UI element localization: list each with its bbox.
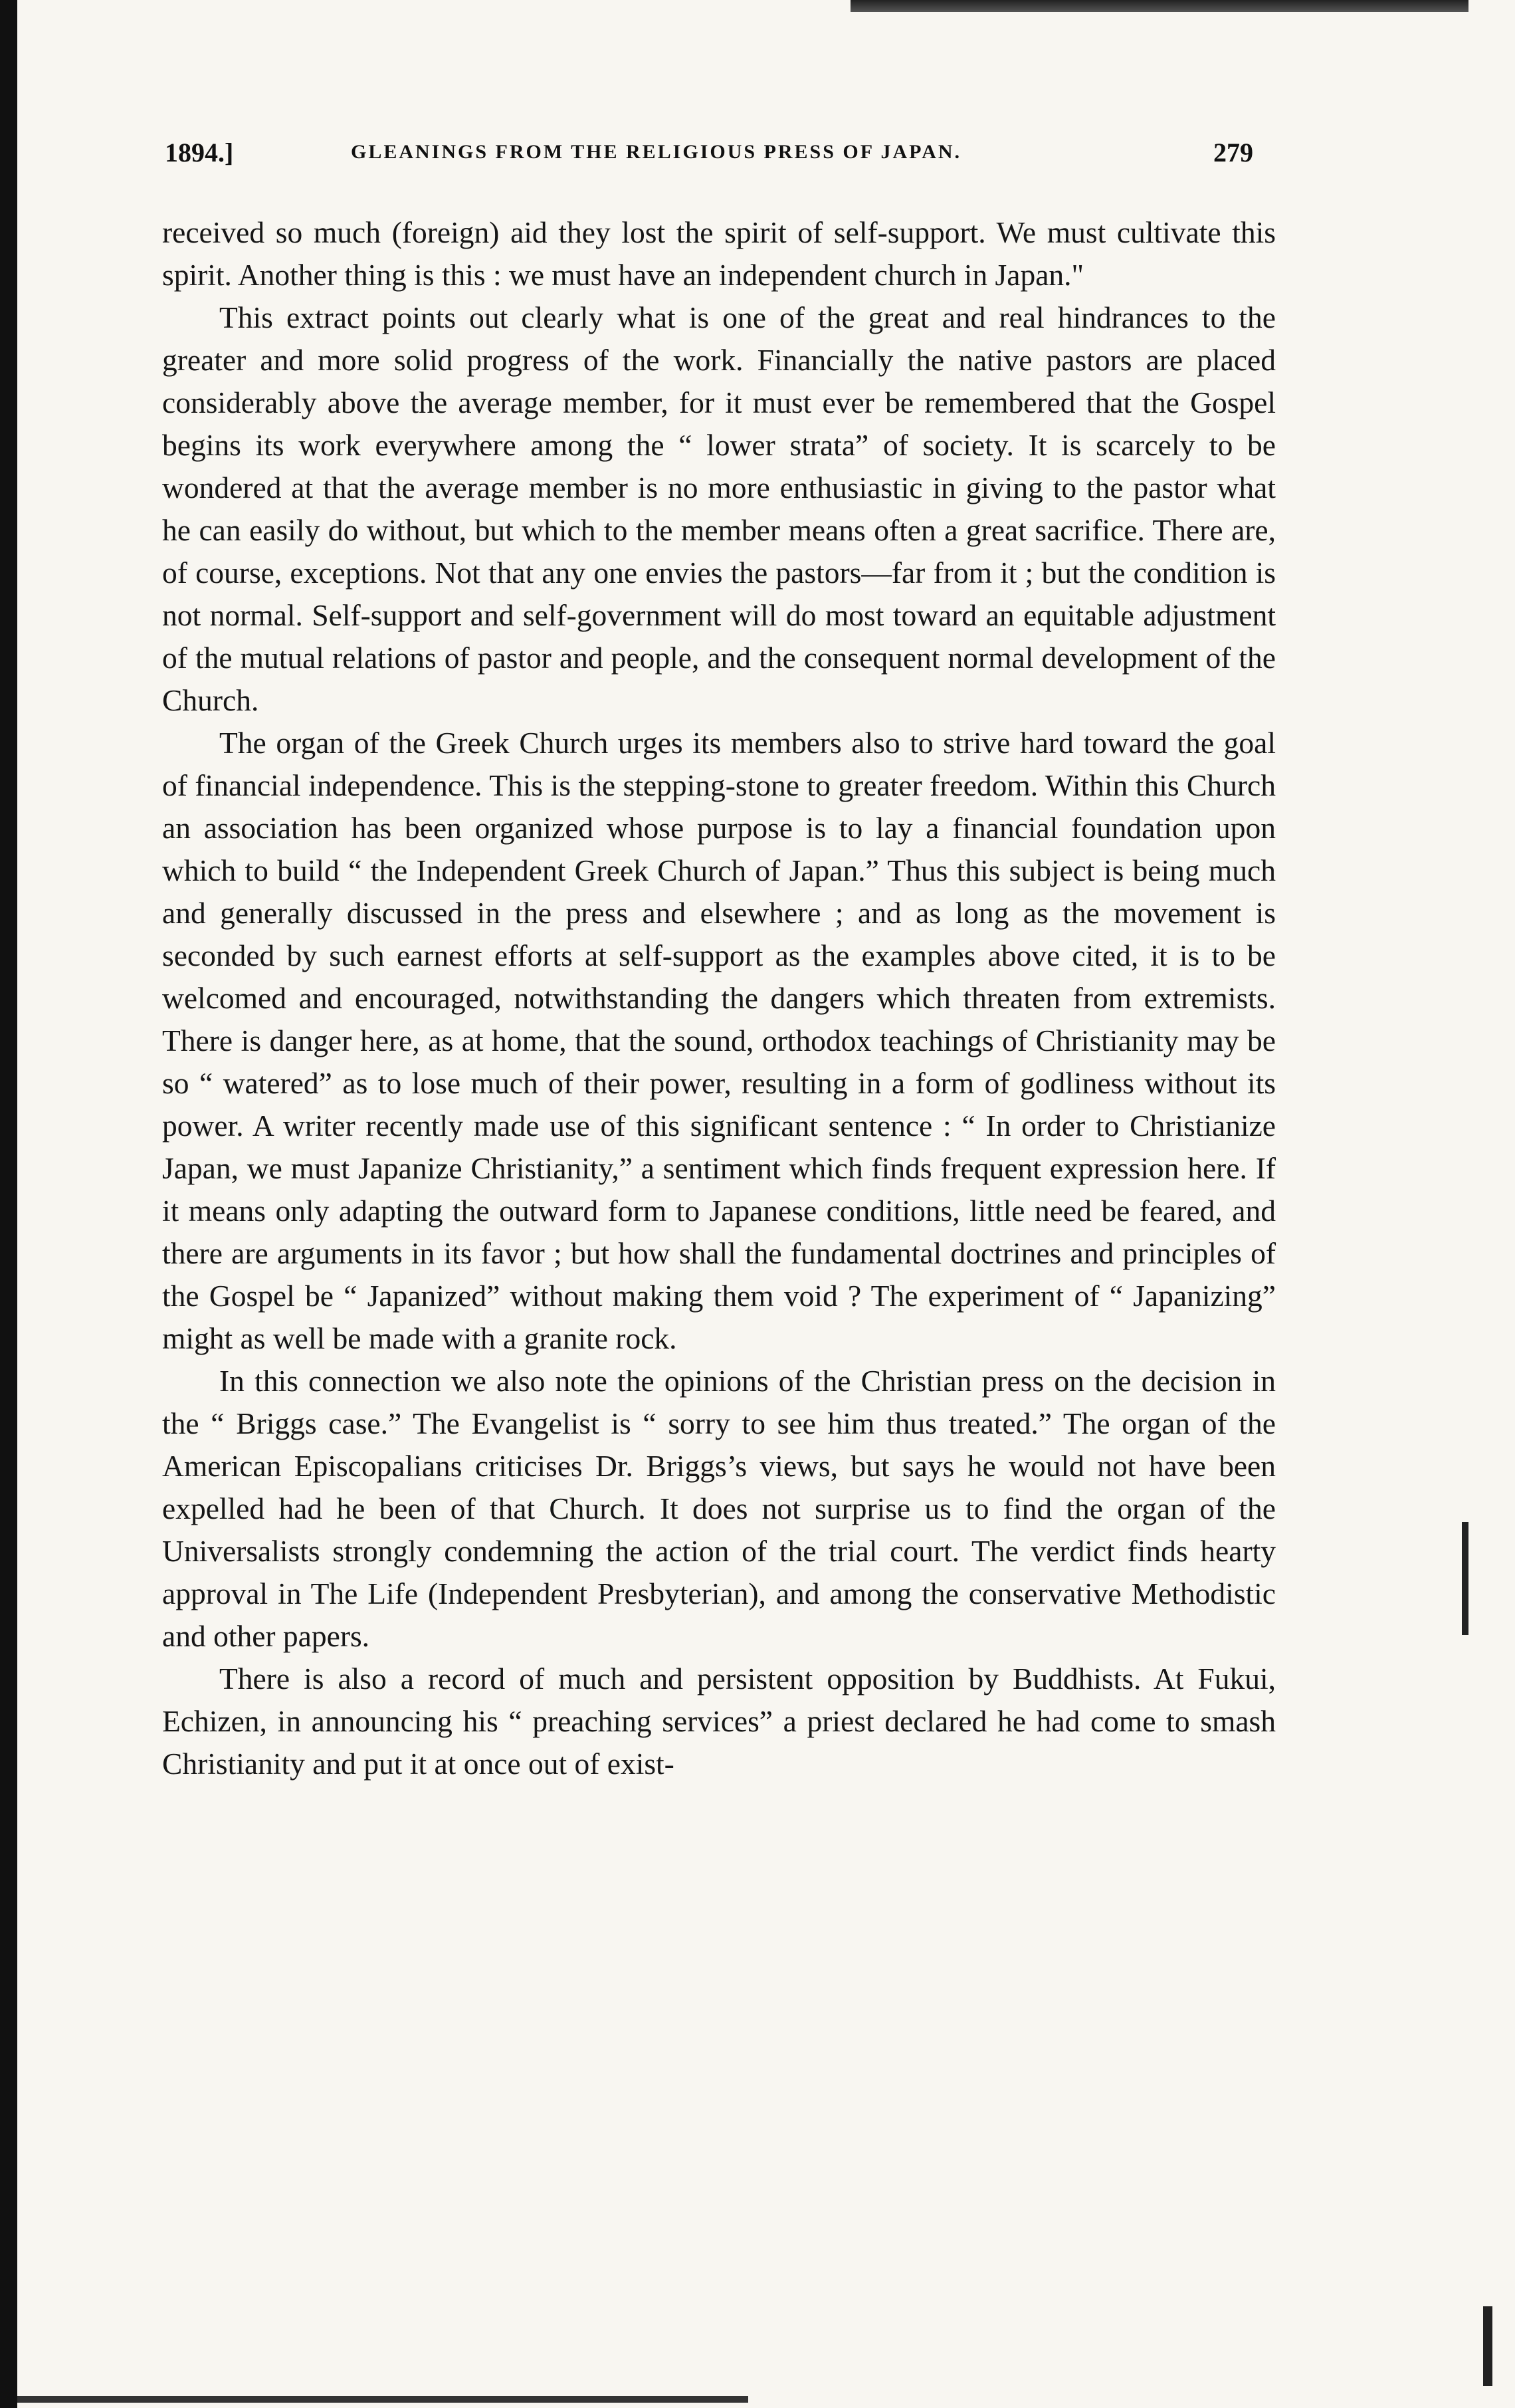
paragraph: This extract points out clearly what is one of the great and real hindrances to the greater and more solid progress of the work. Financially the native pastors are placed considerably above the average member, for it must ever be remembered that the Gospel begins its work everywhere among the “ lower strata” of society. It is scarcely to be wondered at that the average member is no more enthusiastic in giving to the pastor what he can easily do without, but which to the member means often a great sacrifice. There are, of course, exceptions. Not that any one envies the pastors—far from it ; but the condition is not normal. Self-support and self-government will do most toward an equitable adjustment of the mutual relations of pastor and people, and the consequent normal development of the Church. bbox=[162, 300, 1276, 717]
scan-margin-mark bbox=[1483, 2306, 1492, 2386]
paragraph: received so much (foreign) aid they lost the spirit of self-support. We must cultivate this spirit. Another thing is this : we must have an independent church in Japan." bbox=[162, 215, 1276, 292]
running-head bbox=[165, 137, 1253, 177]
article-body bbox=[162, 211, 1276, 1785]
scan-binding-shadow bbox=[0, 0, 17, 2408]
paragraph: There is also a record of much and persistent opposition by Buddhists. At Fukui, Echizen, in announcing his “ preaching services” a priest declared he had come to smash Christianity and put it at once out of exist- bbox=[162, 1662, 1276, 1781]
header-year: 1894.] bbox=[165, 138, 234, 167]
paragraph: In this connection we also note the opinions of the Christian press on the decision in the “ Briggs case.” The Evangelist is “ sorry to see him thus treated.” The organ of the American Episcopalians criticises Dr. Briggs’s views, but says he would not have been expelled had he been of that Church. It does not surprise us to find the organ of the Universalists strongly condemning the action of the trial court. The verdict finds hearty approval in The Life (Independent Presbyterian), and among the conservative Methodistic and other papers. bbox=[162, 1364, 1276, 1653]
header-title: GLEANINGS FROM THE RELIGIOUS PRESS OF JAPAN. bbox=[351, 141, 962, 163]
paragraph: The organ of the Greek Church urges its members also to strive hard toward the goal of financial independence. This is the stepping-stone to greater freedom. Within this Church an association has been organized whose purpose is to lay a financial foundation upon which to build “ the Independent Greek Church of Japan.” Thus this subject is being much and generally discussed in the press and elsewhere ; and as long as the movement is seconded by such earnest efforts at self-support as the examples above cited, it is to be welcomed and encouraged, notwithstanding the dangers which threaten from extremists. There is danger here, as at home, that the sound, orthodox teachings of Christianity may be so “ watered” as to lose much of their power, resulting in a form of godliness without its power. A writer recently made use of this significant sentence : “ In order to Christianize Japan, we must Japanize Christianity,” a sentiment which finds frequent expression here. If it means only adapting the outward form to Japanese conditions, little need be feared, and there are arguments in its favor ; but how shall the fundamental doctrines and principles of the Gospel be “ Japanized” without making them void ? The experiment of “ Japanizing” might as well be made with a granite rock. bbox=[162, 726, 1276, 1355]
scan-top-edge bbox=[851, 0, 1468, 12]
scan-margin-mark bbox=[1462, 1522, 1468, 1635]
scan-bottom-edge bbox=[17, 2396, 748, 2403]
page-number: 279 bbox=[1213, 138, 1253, 167]
